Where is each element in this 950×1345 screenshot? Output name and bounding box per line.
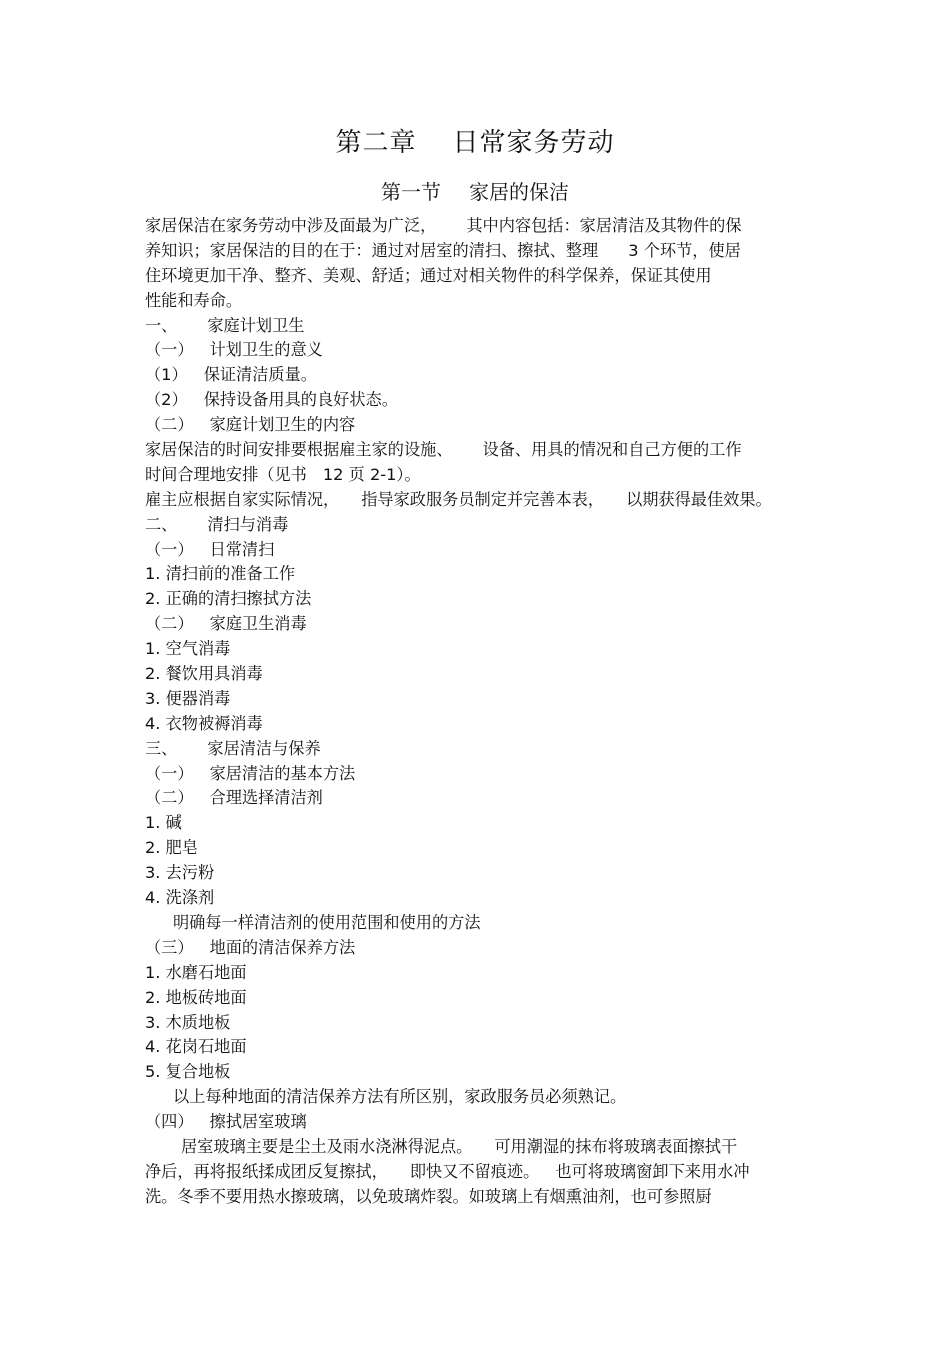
text-segment: 水磨石地面 [165, 962, 247, 982]
text-segment: 家居保洁在家务劳动中涉及面最为广泛， [145, 216, 437, 235]
text-line [145, 488, 810, 513]
text-segment: 衣物被褥消毒 [165, 713, 263, 733]
list-item [145, 986, 810, 1011]
text-segment: （2） [145, 390, 188, 410]
heading-level-1 [145, 737, 810, 762]
text-segment: 净后，再将报纸揉成团反复擦拭， [145, 1161, 388, 1181]
list-item [145, 388, 810, 413]
text-segment: 4. [145, 888, 161, 908]
text-segment: 家居清洁的基本方法 [209, 763, 356, 783]
chapter-heading [0, 122, 950, 159]
text-segment: 合理选择清洁剂 [209, 788, 323, 808]
text-segment: （一） [145, 340, 194, 360]
text-segment: 明确每一样清洁剂的使用范围和使用的方法 [173, 912, 481, 932]
text-segment: 空气消毒 [165, 639, 231, 659]
text-segment: 以上每种地面的清洁保养方法有所区别，家政服务员必须熟记。 [173, 1087, 627, 1107]
list-item [145, 861, 810, 886]
text-segment: 洗。冬季不要用热水擦玻璃，以免玻璃炸裂。如玻璃上有烟熏油剂，也可参照厨 [145, 1186, 712, 1206]
text-segment: 餐饮用具消毒 [165, 664, 263, 684]
list-item [145, 836, 810, 861]
text-segment: 木质地板 [165, 1012, 231, 1032]
heading-level-2 [145, 538, 810, 563]
section-number: 第一节 [381, 180, 441, 204]
text-segment: （一） [145, 539, 194, 559]
list-item [145, 363, 810, 388]
text-segment: 1. [145, 564, 161, 584]
text-segment: 家庭计划卫生的内容 [209, 415, 356, 435]
text-segment: （1） [145, 365, 188, 385]
text-segment: 其中内容包括：家居清洁及其物件的保 [466, 216, 742, 235]
heading-level-2 [145, 338, 810, 363]
list-item [145, 1035, 810, 1060]
list-item [145, 662, 810, 687]
text-segment: 家居保洁的时间安排要根据雇主家的设施、 [145, 440, 453, 460]
list-item [145, 1060, 810, 1085]
text-segment: 清扫与消毒 [207, 514, 289, 534]
text-segment: 保证清洁质量。 [203, 365, 317, 385]
text-line [145, 438, 810, 463]
text-segment: 也可将玻璃窗卸下来用水冲 [555, 1161, 750, 1181]
text-segment: 便器消毒 [165, 688, 231, 708]
text-segment: 擦拭居室玻璃 [209, 1112, 307, 1132]
heading-level-2 [145, 936, 810, 961]
text-segment: 日常清扫 [209, 539, 275, 559]
text-segment: 以期获得最佳效果。 [626, 489, 772, 509]
heading-level-1 [145, 513, 810, 538]
text-segment: 雇主应根据自家实际情况， [145, 489, 340, 509]
text-segment: （四） [145, 1112, 194, 1132]
chapter-number: 第二章 [335, 128, 417, 158]
list-item [145, 712, 810, 737]
text-segment: 3. [145, 1012, 161, 1032]
list-item [145, 1011, 810, 1036]
text-segment: 2. [145, 664, 161, 684]
text-segment: 3. [145, 688, 161, 708]
text-segment: 计划卫生的意义 [209, 340, 323, 360]
list-item [145, 562, 810, 587]
text-segment: 花岗石地面 [165, 1037, 247, 1057]
text-segment: 二、 [145, 514, 178, 534]
text-segment: 1. [145, 813, 161, 833]
text-segment: 住环境更加干净、整齐、美观、舒适；通过对相关物件的科学保养，保证其使用 [145, 265, 712, 285]
text-segment: 家居清洁与保养 [207, 738, 321, 758]
text-segment: 家庭卫生消毒 [209, 614, 307, 634]
text-segment: 碱 [165, 813, 182, 833]
text-segment: 4. [145, 1037, 161, 1057]
section-title: 家居的保洁 [469, 180, 569, 204]
text-segment: 即快又不留痕迹。 [409, 1161, 540, 1181]
heading-level-2 [145, 612, 810, 637]
text-segment: 1. [145, 962, 161, 982]
list-item [145, 587, 810, 612]
text-segment: （三） [145, 937, 194, 957]
text-segment: 时间合理地安排（见书 [145, 464, 307, 484]
text-segment: 清扫前的准备工作 [165, 564, 296, 584]
text-segment: 去污粉 [165, 863, 215, 883]
list-item [145, 961, 810, 986]
list-item [145, 886, 810, 911]
text-segment: 4. [145, 713, 161, 733]
text-line [145, 463, 810, 488]
text-line [145, 911, 810, 936]
heading-level-2 [145, 413, 810, 438]
text-segment: 可用潮湿的抹布将玻璃表面擦拭干 [494, 1136, 738, 1156]
text-segment: 地面的清洁保养方法 [209, 937, 356, 957]
text-segment: （二） [145, 788, 194, 808]
text-segment: 肥皂 [165, 838, 198, 858]
text-segment: 指导家政服务员制定并完善本表， [361, 489, 605, 509]
text-line [145, 1185, 810, 1210]
text-segment: 正确的清扫擦拭方法 [165, 589, 312, 609]
text-segment: （二） [145, 415, 194, 435]
section-heading [0, 176, 950, 205]
text-line [145, 264, 810, 289]
text-segment: 洗涤剂 [165, 888, 215, 908]
text-segment: 5. [145, 1062, 161, 1082]
text-segment: 性能和寿命。 [145, 290, 243, 310]
text-segment: 家庭计划卫生 [207, 315, 305, 335]
list-item [145, 811, 810, 836]
text-line [145, 214, 810, 239]
text-segment: （一） [145, 763, 194, 783]
text-segment: 保持设备用具的良好状态。 [203, 390, 398, 410]
text-line [145, 239, 810, 264]
list-item [145, 687, 810, 712]
text-segment: 3. [145, 863, 161, 883]
text-line [145, 1160, 810, 1185]
text-line [145, 289, 810, 314]
text-segment: 复合地板 [165, 1062, 231, 1082]
heading-level-2 [145, 762, 810, 787]
list-item [145, 637, 810, 662]
text-segment: 2. [145, 589, 161, 609]
text-line [145, 1085, 810, 1110]
text-segment: （二） [145, 614, 194, 634]
text-segment: 12 页 2-1）。 [322, 464, 421, 484]
text-line [145, 1135, 810, 1160]
text-segment: 3 个环节，使居 [628, 240, 741, 260]
heading-level-1 [145, 314, 810, 339]
text-segment: 2. [145, 838, 161, 858]
chapter-title: 日常家务劳动 [452, 128, 615, 158]
text-segment: 1. [145, 639, 161, 659]
text-segment: 地板砖地面 [165, 987, 247, 1007]
text-segment: 2. [145, 987, 161, 1007]
text-segment: 设备、用具的情况和自己方便的工作 [482, 440, 742, 460]
text-segment: 居室玻璃主要是尘土及雨水浇淋得泥点。 [181, 1136, 473, 1156]
text-segment: 养知识；家居保洁的目的在于：通过对居室的清扫、擦拭、整理 [145, 240, 599, 260]
document-body [145, 214, 810, 1210]
heading-level-2 [145, 1110, 810, 1135]
heading-level-2 [145, 786, 810, 811]
text-segment: 一、 [145, 315, 178, 335]
text-segment: 三、 [145, 738, 178, 758]
